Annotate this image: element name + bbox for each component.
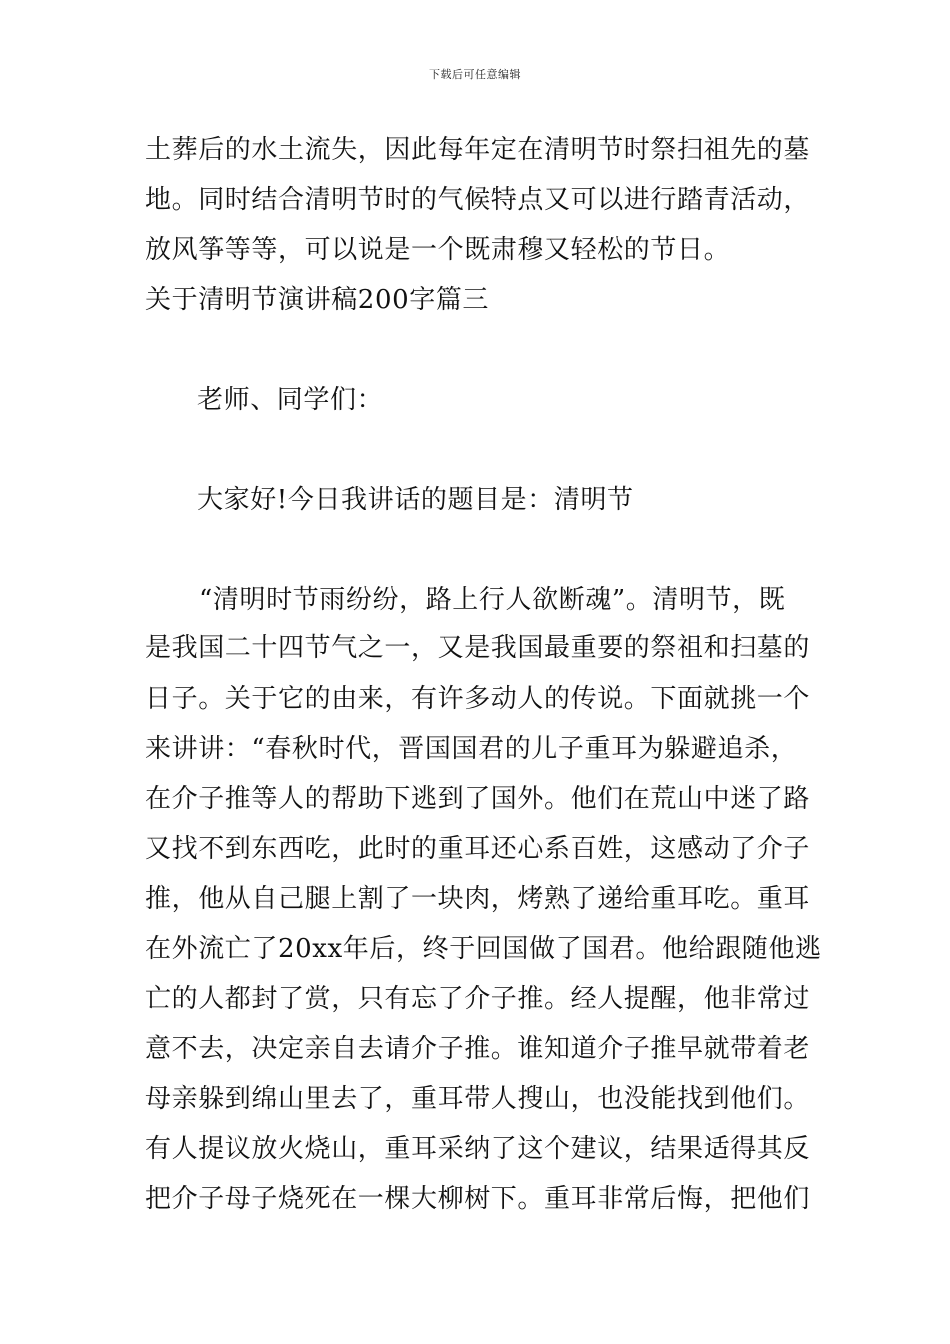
salutation: 老师、同学们：	[197, 385, 384, 415]
paragraph-line: 日子。关于它的由来，有许多动人的传说。下面就挑一个	[145, 684, 811, 714]
paragraph-line: 是我国二十四节气之一，又是我国最重要的祭祖和扫墓的	[145, 633, 811, 663]
section-title: 关于清明节演讲稿200字篇三	[145, 285, 490, 315]
paragraph-line: 土葬后的水土流失，因此每年定在清明节时祭扫祖先的墓	[145, 135, 811, 165]
paragraph-line: 又找不到东西吃，此时的重耳还心系百姓，这感动了介子	[145, 834, 811, 864]
paragraph-line: 地。同时结合清明节时的气候特点又可以进行踏青活动，	[145, 185, 811, 215]
paragraph-line: 在介子推等人的帮助下逃到了国外。他们在荒山中迷了路	[145, 784, 811, 814]
greeting: 大家好!今日我讲话的题目是：清明节	[197, 485, 634, 515]
paragraph-line: 来讲讲：“春秋时代，晋国国君的儿子重耳为躲避追杀，	[145, 734, 798, 764]
page-header: 下载后可任意编辑	[429, 68, 521, 81]
paragraph-line: “清明时节雨纷纷，路上行人欲断魂”。清明节，既	[199, 585, 786, 615]
paragraph-line: 有人提议放火烧山，重耳采纳了这个建议，结果适得其反	[145, 1134, 811, 1164]
paragraph-line: 意不去，决定亲自去请介子推。谁知道介子推早就带着老	[145, 1034, 811, 1064]
paragraph-line: 推，他从自己腿上割了一块肉，烤熟了递给重耳吃。重耳	[145, 884, 811, 914]
paragraph-line: 亡的人都封了赏，只有忘了介子推。经人提醒，他非常过	[145, 984, 811, 1014]
paragraph-line: 在外流亡了20xx年后，终于回国做了国君。他给跟随他逃	[145, 934, 822, 964]
paragraph-line: 母亲躲到绵山里去了，重耳带人搜山，也没能找到他们。	[145, 1084, 811, 1114]
paragraph-line: 把介子母子烧死在一棵大柳树下。重耳非常后悔，把他们	[145, 1184, 811, 1214]
paragraph-line: 放风筝等等，可以说是一个既肃穆又轻松的节日。	[145, 235, 731, 265]
